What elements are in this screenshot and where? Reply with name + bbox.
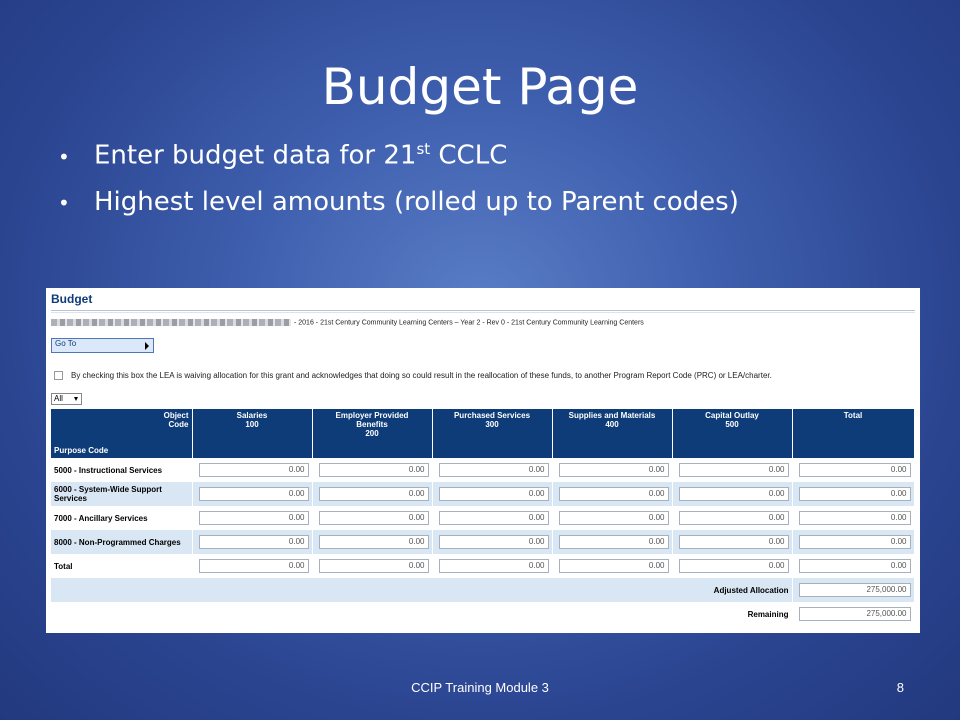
bullet-list	[58, 140, 739, 233]
adjusted-allocation-field: 275,000.00	[799, 583, 911, 597]
column-header: Employer Provided Benefits 200	[312, 409, 432, 458]
slide-number: 8	[896, 680, 904, 695]
adjusted-allocation-label: Adjusted Allocation	[51, 578, 792, 602]
table-row	[51, 506, 914, 530]
remaining-label: Remaining	[51, 602, 792, 626]
bullet-text: Highest level amounts (rolled up to Parent codes)	[94, 186, 739, 217]
budget-table	[51, 409, 915, 626]
amount-input[interactable]: 0.00	[679, 487, 789, 501]
amount-input[interactable]: 0.00	[319, 463, 429, 477]
adjusted-allocation-row	[51, 578, 914, 602]
column-header: Capital Outlay 500	[672, 409, 792, 458]
bullet-dot-icon: •	[58, 144, 70, 169]
bullet-dot-icon: •	[58, 190, 70, 215]
slide-title: Budget Page	[321, 58, 639, 116]
amount-input[interactable]: 0.00	[439, 463, 549, 477]
total-field: 0.00	[799, 487, 911, 501]
bullet-text: Enter budget data for 21st CCLC	[94, 140, 508, 171]
amount-input[interactable]: 0.00	[319, 511, 429, 525]
total-field: 0.00	[439, 559, 549, 573]
column-header: Purchased Services 300	[432, 409, 552, 458]
waive-checkbox[interactable]	[54, 371, 63, 380]
page-title: Budget	[51, 292, 93, 306]
budget-screenshot	[46, 288, 920, 633]
amount-input[interactable]: 0.00	[559, 487, 669, 501]
amount-input[interactable]: 0.00	[319, 535, 429, 549]
total-field: 0.00	[679, 559, 789, 573]
amount-input[interactable]: 0.00	[199, 463, 309, 477]
table-row	[51, 530, 914, 554]
amount-input[interactable]: 0.00	[199, 487, 309, 501]
amount-input[interactable]: 0.00	[199, 535, 309, 549]
total-field: 0.00	[319, 559, 429, 573]
amount-input[interactable]: 0.00	[439, 535, 549, 549]
corner-header: Object Code Purpose Code	[51, 409, 192, 458]
chevron-right-icon	[145, 342, 149, 350]
amount-input[interactable]: 0.00	[559, 535, 669, 549]
total-field: 0.00	[799, 511, 911, 525]
purpose-label: 8000 - Non-Programmed Charges	[51, 530, 192, 554]
chevron-down-icon	[74, 397, 78, 401]
purpose-label: 6000 - System-Wide Support Services	[51, 482, 192, 506]
goto-menu[interactable]: Go To	[51, 338, 154, 353]
column-header: Total	[792, 409, 914, 458]
bullet-item	[58, 187, 739, 217]
column-header: Supplies and Materials 400	[552, 409, 672, 458]
purpose-label: 7000 - Ancillary Services	[51, 506, 192, 530]
table-row	[51, 458, 914, 482]
remaining-row	[51, 602, 914, 626]
total-field: 0.00	[799, 463, 911, 477]
amount-input[interactable]: 0.00	[679, 535, 789, 549]
redacted-text	[51, 319, 291, 326]
purpose-label: 5000 - Instructional Services	[51, 458, 192, 482]
purpose-label: Total	[51, 554, 192, 578]
amount-input[interactable]: 0.00	[319, 487, 429, 501]
total-field: 0.00	[799, 535, 911, 549]
amount-input[interactable]: 0.00	[439, 487, 549, 501]
filter-select[interactable]: All	[51, 393, 82, 405]
remaining-field: 275,000.00	[799, 607, 911, 621]
total-field: 0.00	[799, 559, 911, 573]
column-header: Salaries 100	[192, 409, 312, 458]
amount-input[interactable]: 0.00	[559, 463, 669, 477]
table-row	[51, 482, 914, 506]
waive-label: By checking this box the LEA is waiving allocation for this grant and acknowledges that doing so could result in the reallocation of these funds, to another Program Report Code (PRC) or LEA/charter.	[71, 371, 772, 380]
amount-input[interactable]: 0.00	[439, 511, 549, 525]
slide-footer: CCIP Training Module 3	[411, 680, 549, 695]
table-row-total	[51, 554, 914, 578]
amount-input[interactable]: 0.00	[679, 511, 789, 525]
amount-input[interactable]: 0.00	[679, 463, 789, 477]
waive-allocation	[54, 371, 772, 380]
divider	[51, 312, 915, 313]
bullet-item	[58, 140, 739, 171]
amount-input[interactable]: 0.00	[199, 511, 309, 525]
total-field: 0.00	[559, 559, 669, 573]
amount-input[interactable]: 0.00	[559, 511, 669, 525]
total-field: 0.00	[199, 559, 309, 573]
divider	[51, 310, 915, 311]
breadcrumb: - 2016 - 21st Century Community Learning Centers – Year 2 - Rev 0 - 21st Century Community Learning Centers	[51, 319, 644, 326]
